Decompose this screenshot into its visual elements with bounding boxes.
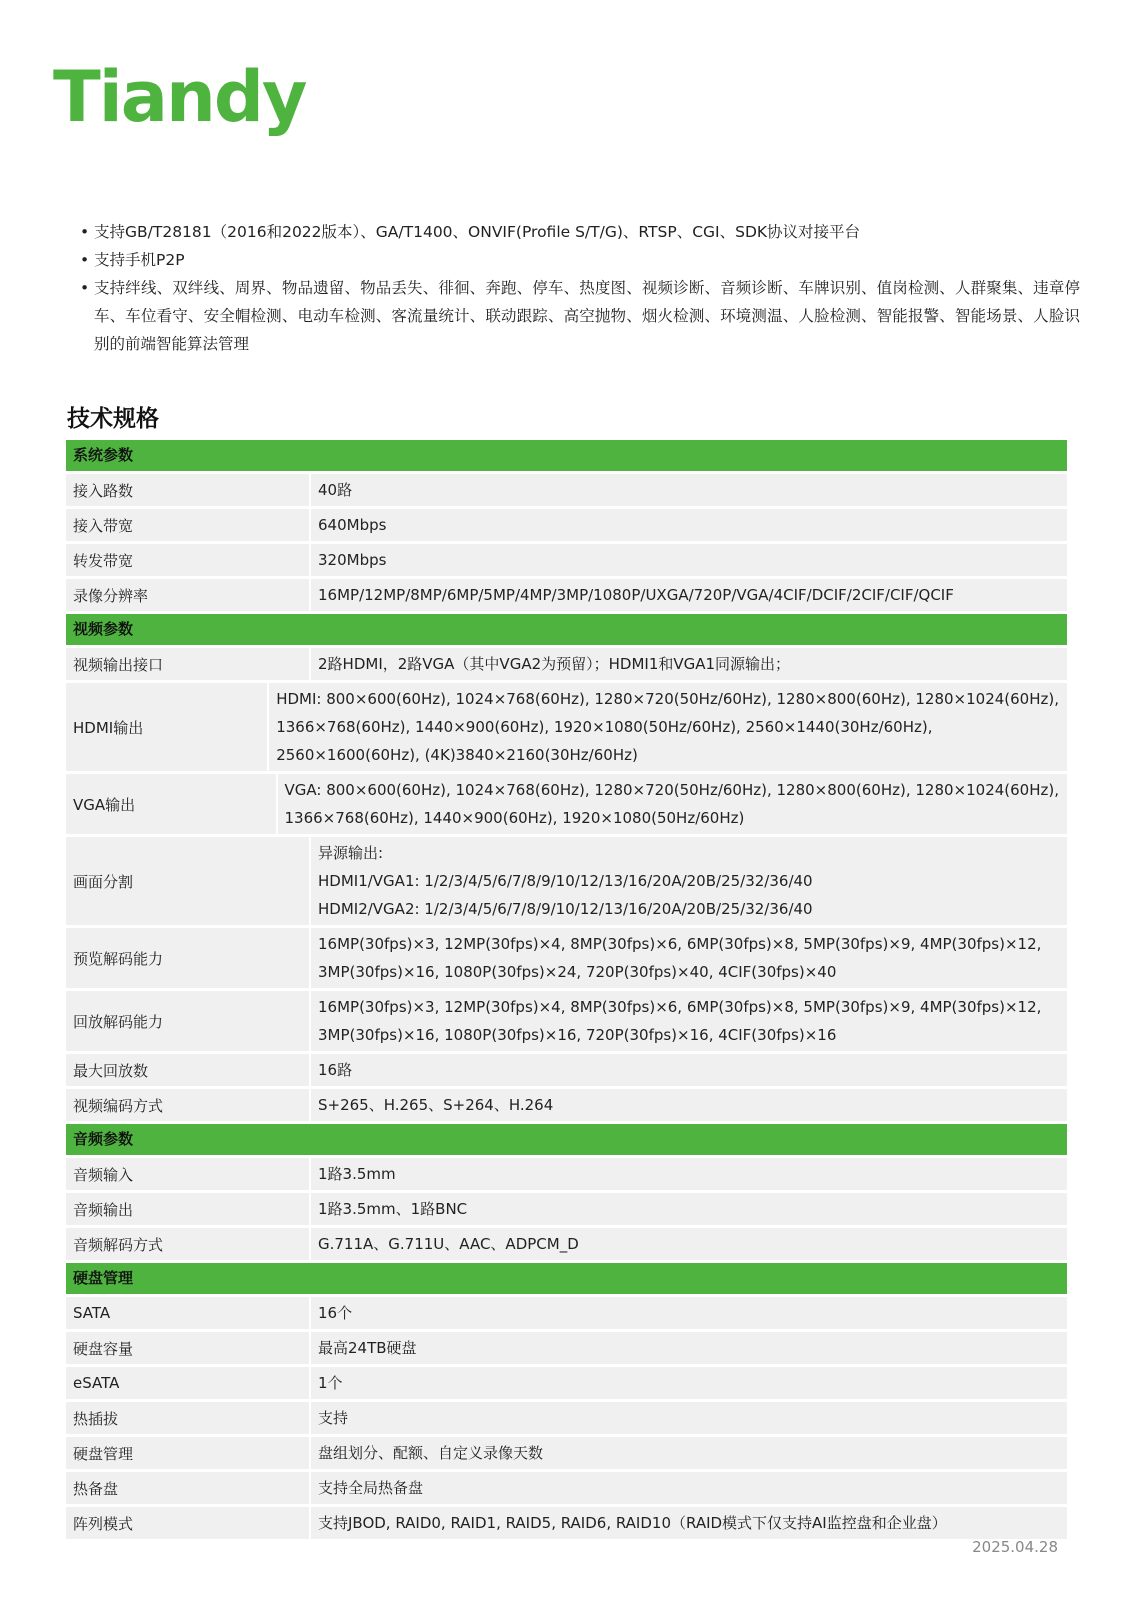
spec-value-line: 2560×1600(60Hz), (4K)3840×2160(30Hz/60Hz): [276, 746, 638, 764]
spec-key: 回放解码能力: [66, 991, 309, 1051]
spec-value: [311, 1089, 1067, 1121]
spec-key: 接入带宽: [66, 509, 309, 541]
spec-row: [66, 1193, 1067, 1225]
feature-text: 支持手机P2P: [94, 251, 185, 269]
spec-value-line: 16MP(30fps)×3, 12MP(30fps)×4, 8MP(30fps)×6, 6MP(30fps)×8, 5MP(30fps)×9, 4MP(30fps)×12,: [318, 935, 1042, 953]
spec-value: [269, 683, 1067, 771]
spec-value-line: 盘组划分、配额、自定义录像天数: [318, 1444, 544, 1462]
spec-key: 转发带宽: [66, 544, 309, 576]
spec-row: [66, 928, 1067, 988]
spec-value-line: S+265、H.265、S+264、H.264: [318, 1096, 554, 1114]
spec-key: 最大回放数: [66, 1054, 309, 1086]
spec-row: [66, 544, 1067, 576]
spec-row: [66, 1228, 1067, 1260]
spec-key: 画面分割: [66, 837, 309, 925]
feature-item: [80, 246, 1080, 274]
feature-item: [80, 274, 1080, 358]
spec-value: [311, 928, 1067, 988]
spec-value-line: 支持: [318, 1409, 349, 1427]
spec-value-line: HDMI: 800×600(60Hz), 1024×768(60Hz), 1280×720(50Hz/60Hz), 1280×800(60Hz), 1280×1024(60Hz),: [276, 690, 1059, 708]
bullet-icon: •: [80, 279, 90, 297]
spec-key: 硬盘容量: [66, 1332, 309, 1364]
group-header: 视频参数: [66, 614, 1067, 645]
spec-key: 接入路数: [66, 474, 309, 506]
spec-value-line: 1路3.5mm: [318, 1165, 396, 1183]
spec-value: [311, 1228, 1067, 1260]
spec-value-line: 16路: [318, 1061, 353, 1079]
spec-key: 预览解码能力: [66, 928, 309, 988]
spec-value: [311, 648, 1067, 680]
spec-value-line: 40路: [318, 481, 353, 499]
group-header: 硬盘管理: [66, 1263, 1067, 1294]
spec-key: 音频输入: [66, 1158, 309, 1190]
spec-value: [311, 1297, 1067, 1329]
spec-row: [66, 648, 1067, 680]
spec-value: [311, 1193, 1067, 1225]
spec-value-line: 320Mbps: [318, 551, 387, 569]
spec-value-line: 640Mbps: [318, 516, 387, 534]
spec-value-line: 支持JBOD, RAID0, RAID1, RAID5, RAID6, RAID10（RAID模式下仅支持AI监控盘和企业盘）: [318, 1514, 947, 1532]
spec-row: [66, 1158, 1067, 1190]
section-title: 技术规格: [67, 406, 159, 432]
spec-row: [66, 991, 1067, 1051]
spec-key: 录像分辨率: [66, 579, 309, 611]
spec-value-line: HDMI2/VGA2: 1/2/3/4/5/6/7/8/9/10/12/13/16/20A/20B/25/32/36/40: [318, 900, 813, 918]
spec-row: [66, 509, 1067, 541]
spec-value: [311, 1402, 1067, 1434]
spec-value: [311, 1332, 1067, 1364]
spec-value-line: 2路HDMI，2路VGA（其中VGA2为预留）；HDMI1和VGA1同源输出；: [318, 655, 791, 673]
spec-value-line: 3MP(30fps)×16, 1080P(30fps)×24, 720P(30fps)×40, 4CIF(30fps)×40: [318, 963, 837, 981]
spec-row: [66, 1332, 1067, 1364]
spec-row: [66, 837, 1067, 925]
spec-value: [311, 544, 1067, 576]
spec-value-line: 3MP(30fps)×16, 1080P(30fps)×16, 720P(30fps)×16, 4CIF(30fps)×16: [318, 1026, 837, 1044]
spec-key: 视频输出接口: [66, 648, 309, 680]
spec-value: [311, 1472, 1067, 1504]
spec-value-line: 1366×768(60Hz), 1440×900(60Hz), 1920×1080(50Hz/60Hz): [284, 809, 745, 827]
spec-value: [311, 579, 1067, 611]
spec-row: [66, 1472, 1067, 1504]
spec-key: 音频解码方式: [66, 1228, 309, 1260]
spec-row: [66, 474, 1067, 506]
feature-list: [80, 218, 1080, 358]
spec-value: [278, 774, 1068, 834]
spec-value-line: 16MP/12MP/8MP/6MP/5MP/4MP/3MP/1080P/UXGA/720P/VGA/4CIF/DCIF/2CIF/CIF/QCIF: [318, 586, 954, 604]
spec-row: [66, 1054, 1067, 1086]
spec-value: [311, 474, 1067, 506]
bullet-icon: •: [80, 251, 90, 269]
spec-value: [311, 991, 1067, 1051]
spec-row: [66, 683, 1067, 771]
feature-text: 支持GB/T28181（2016和2022版本）、GA/T1400、ONVIF(Profile S/T/G)、RTSP、CGI、SDK协议对接平台: [94, 223, 861, 241]
spec-key: 硬盘管理: [66, 1437, 309, 1469]
spec-value-line: 最高24TB硬盘: [318, 1339, 417, 1357]
spec-key: VGA输出: [66, 774, 276, 834]
spec-value: [311, 837, 1067, 925]
group-header: 系统参数: [66, 440, 1067, 471]
spec-row: [66, 1089, 1067, 1121]
spec-row: [66, 774, 1067, 834]
spec-key: HDMI输出: [66, 683, 267, 771]
bullet-icon: •: [80, 223, 90, 241]
spec-key: 热备盘: [66, 1472, 309, 1504]
spec-row: [66, 579, 1067, 611]
spec-key: 阵列模式: [66, 1507, 309, 1539]
spec-row: [66, 1367, 1067, 1399]
feature-item: [80, 218, 1080, 246]
spec-key: eSATA: [66, 1367, 309, 1399]
spec-value: [311, 1367, 1067, 1399]
spec-value-line: G.711A、G.711U、AAC、ADPCM_D: [318, 1235, 579, 1253]
spec-value-line: HDMI1/VGA1: 1/2/3/4/5/6/7/8/9/10/12/13/16/20A/20B/25/32/36/40: [318, 872, 813, 890]
spec-value-line: 1366×768(60Hz), 1440×900(60Hz), 1920×1080(50Hz/60Hz), 2560×1440(30Hz/60Hz),: [276, 718, 933, 736]
spec-row: [66, 1437, 1067, 1469]
spec-value: [311, 1158, 1067, 1190]
spec-row: [66, 1297, 1067, 1329]
spec-value-line: 支持全局热备盘: [318, 1479, 424, 1497]
feature-text: 支持绊线、双绊线、周界、物品遗留、物品丢失、徘徊、奔跑、停车、热度图、视频诊断、音频诊断、车牌识别、值岗检测、人群聚集、违章停车、车位看守、安全帽检测、电动车检测、客流量统计、联动跟踪、高空抛物、烟火检测、环境测温、人脸检测、智能报警、智能场景、人脸识别的前端智能算法管理: [94, 279, 1080, 353]
spec-key: 音频输出: [66, 1193, 309, 1225]
spec-table: [66, 440, 1067, 1542]
spec-row: [66, 1507, 1067, 1539]
spec-value-line: VGA: 800×600(60Hz), 1024×768(60Hz), 1280×720(50Hz/60Hz), 1280×800(60Hz), 1280×1024(60Hz),: [284, 781, 1059, 799]
spec-key: 视频编码方式: [66, 1089, 309, 1121]
spec-value: [311, 509, 1067, 541]
spec-value: [311, 1507, 1067, 1539]
spec-value-line: 16个: [318, 1304, 353, 1322]
spec-value-line: 1路3.5mm、1路BNC: [318, 1200, 468, 1218]
spec-value-line: 异源输出:: [318, 844, 384, 862]
spec-row: [66, 1402, 1067, 1434]
group-header: 音频参数: [66, 1124, 1067, 1155]
spec-value-line: 16MP(30fps)×3, 12MP(30fps)×4, 8MP(30fps)×6, 6MP(30fps)×8, 5MP(30fps)×9, 4MP(30fps)×12,: [318, 998, 1042, 1016]
spec-key: 热插拔: [66, 1402, 309, 1434]
document-date: 2025.04.28: [972, 1538, 1058, 1556]
spec-value: [311, 1437, 1067, 1469]
spec-key: SATA: [66, 1297, 309, 1329]
tiandy-logo: Tiandy: [53, 56, 306, 138]
spec-value-line: 1个: [318, 1374, 343, 1392]
spec-value: [311, 1054, 1067, 1086]
